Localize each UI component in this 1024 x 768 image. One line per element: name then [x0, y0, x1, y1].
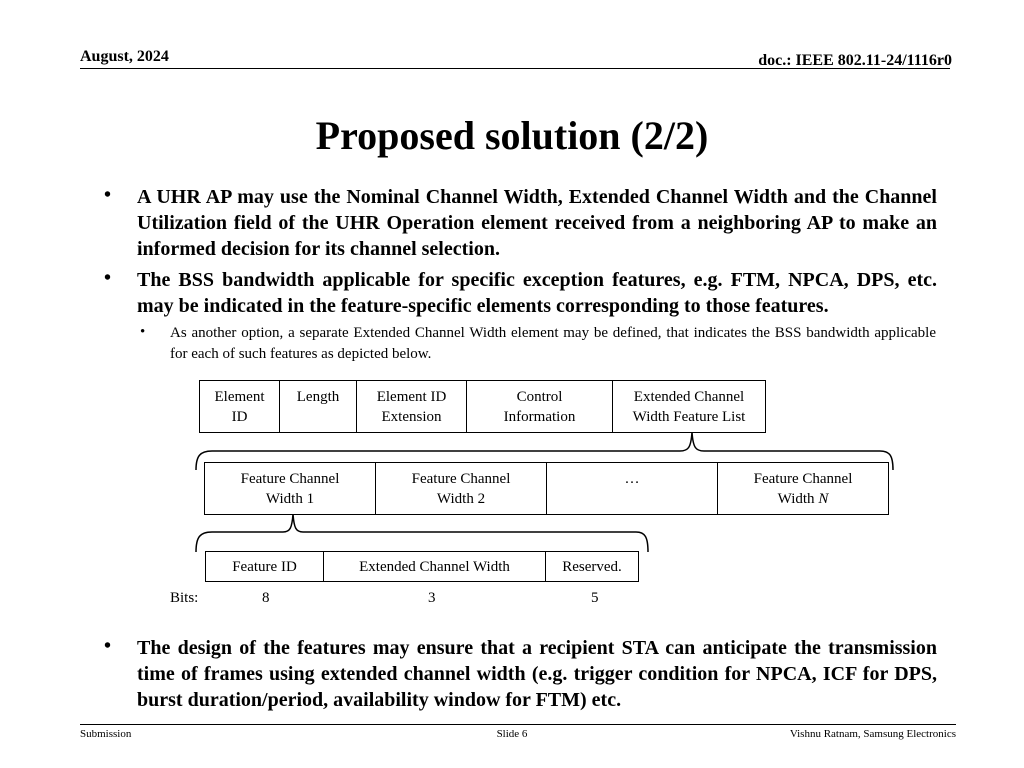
slide-title: Proposed solution (2/2) — [315, 113, 709, 158]
bullet-marker: • — [104, 184, 112, 206]
bullet-text-3: The design of the features may ensure that a recipient STA can anticipate the transmission time of frames using extended channel width (e.g. trigger condition for NPCA, ICF for DPS, burst duration/period, availability window for FTM) etc. — [137, 637, 937, 711]
field-extended-channel-width: Extended Channel Width — [324, 552, 546, 582]
bullet-text-1: A UHR AP may use the Nominal Channel Width, Extended Channel Width and the Channel Utilization field of the UHR Operation element received from a neighboring AP to make an informed decision for its channel selection. — [137, 186, 937, 260]
bits-feature-id: 8 — [262, 590, 270, 606]
field-ellipsis: … — [547, 463, 718, 515]
field-feature-id: Feature ID — [206, 552, 324, 582]
sub-bullet-marker: • — [140, 324, 146, 340]
footer-slide-number: Slide 6 — [496, 728, 528, 740]
field-extended-channel-width-feature-list: Extended Channel Width Feature List — [613, 381, 766, 433]
bullet-marker: • — [104, 635, 112, 657]
sub-bullet-text: As another option, a separate Extended Channel Width element may be defined, that indicates the BSS bandwidth applicable for each of such features as depicted below. — [170, 325, 936, 362]
field-reserved: Reserved. — [546, 552, 639, 582]
brace-feature-list — [196, 432, 893, 470]
footer-author: Vishnu Ratnam, Samsung Electronics — [789, 728, 956, 740]
field-feature-channel-width-1: Feature Channel Width 1 — [205, 463, 376, 515]
field-feature-channel-width-2: Feature Channel Width 2 — [376, 463, 547, 515]
bullet-text-2: The BSS bandwidth applicable for specific exception features, e.g. FTM, NPCA, DPS, etc. may be indicated in the feature-specific elements corresponding to those features. — [137, 269, 937, 317]
bits-reserved: 5 — [591, 590, 599, 606]
bits-extended-channel-width: 3 — [428, 590, 436, 606]
footer-divider — [80, 724, 956, 725]
header-date: August, 2024 — [80, 48, 169, 65]
header-doc-id: doc.: IEEE 802.11-24/1116r0 — [758, 52, 952, 69]
footer-submission: Submission — [80, 728, 132, 740]
bullet-marker: • — [104, 267, 112, 289]
field-length: Length — [280, 381, 357, 433]
field-control-information: Control Information — [467, 381, 613, 433]
field-element-id: Element ID — [200, 381, 280, 433]
bits-label: Bits: — [170, 590, 199, 606]
field-element-id-extension: Element ID Extension — [357, 381, 467, 433]
field-feature-channel-width-n: Feature Channel Width N — [718, 463, 889, 515]
brace-feature-channel-width — [196, 514, 648, 552]
